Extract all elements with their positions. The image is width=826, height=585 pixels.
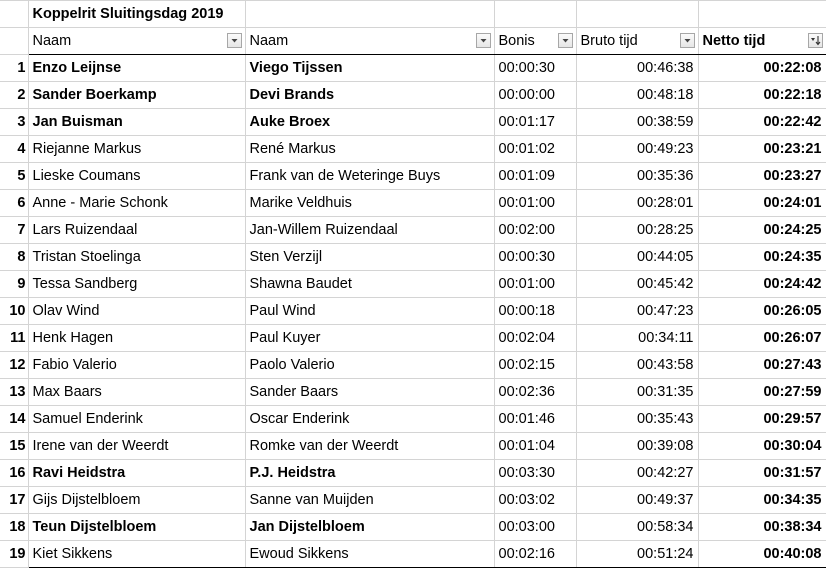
sheet-title[interactable]: Koppelrit Sluitingsdag 2019 xyxy=(28,1,245,28)
name-cell-2[interactable]: Jan-Willem Ruizendaal xyxy=(245,217,494,244)
netto-tijd-cell[interactable]: 00:22:18 xyxy=(698,82,826,109)
name-cell-1[interactable]: Riejanne Markus xyxy=(28,136,245,163)
rank-number: 1 xyxy=(0,55,28,82)
column-header-5[interactable] xyxy=(698,28,826,55)
name-cell-1[interactable]: Olav Wind xyxy=(28,298,245,325)
table-row xyxy=(0,82,826,109)
bonis-cell[interactable]: 00:03:30 xyxy=(494,460,576,487)
table-row xyxy=(0,433,826,460)
name-cell-2[interactable]: P.J. Heidstra xyxy=(245,460,494,487)
name-cell-2[interactable]: Paolo Valerio xyxy=(245,352,494,379)
table-row xyxy=(0,541,826,568)
empty-cell[interactable] xyxy=(494,1,576,28)
name-cell-1[interactable]: Irene van der Weerdt xyxy=(28,433,245,460)
bonis-cell[interactable]: 00:01:00 xyxy=(494,190,576,217)
table-row xyxy=(0,379,826,406)
name-cell-1[interactable]: Samuel Enderink xyxy=(28,406,245,433)
rank-number: 7 xyxy=(0,217,28,244)
bonis-cell[interactable]: 00:01:17 xyxy=(494,109,576,136)
name-cell-2[interactable]: Ewoud Sikkens xyxy=(245,541,494,568)
name-cell-2[interactable]: Paul Kuyer xyxy=(245,325,494,352)
table-row xyxy=(0,298,826,325)
name-cell-1[interactable]: Ravi Heidstra xyxy=(28,460,245,487)
name-cell-2[interactable]: Frank van de Weteringe Buys xyxy=(245,163,494,190)
dropdown-arrow-icon xyxy=(560,35,571,46)
name-cell-1[interactable]: Fabio Valerio xyxy=(28,352,245,379)
table-row xyxy=(0,514,826,541)
name-cell-2[interactable]: Paul Wind xyxy=(245,298,494,325)
column-header-label: Bonis xyxy=(498,33,535,49)
table-row xyxy=(0,136,826,163)
column-header-1[interactable] xyxy=(28,28,245,55)
column-header-3[interactable] xyxy=(494,28,576,55)
bonis-cell[interactable]: 00:01:46 xyxy=(494,406,576,433)
header-row xyxy=(0,28,826,55)
table-row xyxy=(0,271,826,298)
sort-ascending-icon xyxy=(810,35,821,46)
rank-number: 14 xyxy=(0,406,28,433)
bruto-tijd-cell[interactable]: 00:28:01 xyxy=(576,190,698,217)
netto-tijd-cell[interactable]: 00:24:01 xyxy=(698,190,826,217)
table-row xyxy=(0,190,826,217)
bonis-cell[interactable]: 00:02:15 xyxy=(494,352,576,379)
table-row xyxy=(0,325,826,352)
bruto-tijd-cell[interactable]: 00:35:36 xyxy=(576,163,698,190)
bruto-tijd-cell[interactable]: 00:58:34 xyxy=(576,514,698,541)
bruto-tijd-cell[interactable]: 00:38:59 xyxy=(576,109,698,136)
bonis-cell[interactable]: 00:02:04 xyxy=(494,325,576,352)
empty-cell[interactable] xyxy=(0,1,28,28)
column-header-label: Bruto tijd xyxy=(580,33,638,49)
bruto-tijd-cell[interactable]: 00:42:27 xyxy=(576,460,698,487)
bonis-cell[interactable]: 00:00:00 xyxy=(494,82,576,109)
name-cell-1[interactable]: Lieske Coumans xyxy=(28,163,245,190)
column-header-2[interactable] xyxy=(245,28,494,55)
netto-tijd-cell[interactable]: 00:26:07 xyxy=(698,325,826,352)
netto-tijd-cell[interactable]: 00:23:27 xyxy=(698,163,826,190)
netto-tijd-cell[interactable]: 00:34:35 xyxy=(698,487,826,514)
name-cell-1[interactable]: Tessa Sandberg xyxy=(28,271,245,298)
bonis-cell[interactable]: 00:02:16 xyxy=(494,541,576,568)
rank-number: 11 xyxy=(0,325,28,352)
rank-number: 5 xyxy=(0,163,28,190)
netto-tijd-cell[interactable]: 00:29:57 xyxy=(698,406,826,433)
netto-tijd-cell[interactable]: 00:24:25 xyxy=(698,217,826,244)
bruto-tijd-cell[interactable]: 00:49:23 xyxy=(576,136,698,163)
name-cell-2[interactable]: Viego Tijssen xyxy=(245,55,494,82)
bonis-cell[interactable]: 00:02:00 xyxy=(494,217,576,244)
bruto-tijd-cell[interactable]: 00:49:37 xyxy=(576,487,698,514)
netto-tijd-cell[interactable]: 00:24:35 xyxy=(698,244,826,271)
filter-dropdown-button[interactable] xyxy=(558,33,573,48)
empty-cell[interactable] xyxy=(0,28,28,55)
column-header-label: Naam xyxy=(32,33,72,49)
name-cell-1[interactable]: Teun Dijstelbloem xyxy=(28,514,245,541)
bruto-tijd-cell[interactable]: 00:31:35 xyxy=(576,379,698,406)
netto-tijd-cell[interactable]: 00:40:08 xyxy=(698,541,826,568)
netto-tijd-cell[interactable]: 00:23:21 xyxy=(698,136,826,163)
bruto-tijd-cell[interactable]: 00:46:38 xyxy=(576,55,698,82)
bruto-tijd-cell[interactable]: 00:43:58 xyxy=(576,352,698,379)
empty-cell[interactable] xyxy=(245,1,494,28)
name-cell-2[interactable]: Sten Verzijl xyxy=(245,244,494,271)
name-cell-1[interactable]: Max Baars xyxy=(28,379,245,406)
name-cell-2[interactable]: René Markus xyxy=(245,136,494,163)
name-cell-1[interactable]: Enzo Leijnse xyxy=(28,55,245,82)
name-cell-2[interactable]: Shawna Baudet xyxy=(245,271,494,298)
name-cell-1[interactable]: Henk Hagen xyxy=(28,325,245,352)
bruto-tijd-cell[interactable]: 00:44:05 xyxy=(576,244,698,271)
name-cell-1[interactable]: Kiet Sikkens xyxy=(28,541,245,568)
table-row xyxy=(0,163,826,190)
table-row xyxy=(0,352,826,379)
rank-number: 6 xyxy=(0,190,28,217)
table-row xyxy=(0,487,826,514)
bruto-tijd-cell[interactable]: 00:47:23 xyxy=(576,298,698,325)
bonis-cell[interactable]: 00:01:02 xyxy=(494,136,576,163)
rank-number: 2 xyxy=(0,82,28,109)
netto-tijd-cell[interactable]: 00:27:43 xyxy=(698,352,826,379)
table-row xyxy=(0,244,826,271)
name-cell-2[interactable]: Auke Broex xyxy=(245,109,494,136)
bonis-cell[interactable]: 00:01:04 xyxy=(494,433,576,460)
bonis-cell[interactable]: 00:00:18 xyxy=(494,298,576,325)
bonis-cell[interactable]: 00:02:36 xyxy=(494,379,576,406)
dropdown-arrow-icon xyxy=(682,35,693,46)
bruto-tijd-cell[interactable]: 00:28:25 xyxy=(576,217,698,244)
name-cell-2[interactable]: Devi Brands xyxy=(245,82,494,109)
netto-tijd-cell[interactable]: 00:30:04 xyxy=(698,433,826,460)
bruto-tijd-cell[interactable]: 00:35:43 xyxy=(576,406,698,433)
netto-tijd-cell[interactable]: 00:22:08 xyxy=(698,55,826,82)
name-cell-1[interactable]: Tristan Stoelinga xyxy=(28,244,245,271)
netto-tijd-cell[interactable]: 00:31:57 xyxy=(698,460,826,487)
filter-dropdown-button[interactable] xyxy=(227,33,242,48)
bonis-cell[interactable]: 00:00:30 xyxy=(494,55,576,82)
dropdown-arrow-icon xyxy=(478,35,489,46)
rank-number: 18 xyxy=(0,514,28,541)
bonis-cell[interactable]: 00:00:30 xyxy=(494,244,576,271)
table-row xyxy=(0,460,826,487)
bruto-tijd-cell[interactable]: 00:34:11 xyxy=(576,325,698,352)
name-cell-1[interactable]: Jan Buisman xyxy=(28,109,245,136)
column-header-4[interactable] xyxy=(576,28,698,55)
name-cell-2[interactable]: Sanne van Muijden xyxy=(245,487,494,514)
rank-number: 10 xyxy=(0,298,28,325)
rank-number: 15 xyxy=(0,433,28,460)
rank-number: 16 xyxy=(0,460,28,487)
sort-filter-button[interactable] xyxy=(808,33,823,48)
table-row xyxy=(0,109,826,136)
rank-number: 9 xyxy=(0,271,28,298)
rank-number: 17 xyxy=(0,487,28,514)
filter-dropdown-button[interactable] xyxy=(680,33,695,48)
name-cell-2[interactable]: Jan Dijstelbloem xyxy=(245,514,494,541)
rank-number: 3 xyxy=(0,109,28,136)
name-cell-2[interactable]: Oscar Enderink xyxy=(245,406,494,433)
rank-number: 13 xyxy=(0,379,28,406)
name-cell-1[interactable]: Gijs Dijstelbloem xyxy=(28,487,245,514)
table-row xyxy=(0,217,826,244)
bonis-cell[interactable]: 00:03:02 xyxy=(494,487,576,514)
name-cell-2[interactable]: Marike Veldhuis xyxy=(245,190,494,217)
rank-number: 8 xyxy=(0,244,28,271)
netto-tijd-cell[interactable]: 00:22:42 xyxy=(698,109,826,136)
table-row xyxy=(0,55,826,82)
title-row xyxy=(0,1,826,28)
table-row xyxy=(0,406,826,433)
rank-number: 19 xyxy=(0,541,28,568)
name-cell-1[interactable]: Sander Boerkamp xyxy=(28,82,245,109)
bonis-cell[interactable]: 00:01:00 xyxy=(494,271,576,298)
name-cell-2[interactable]: Romke van der Weerdt xyxy=(245,433,494,460)
bruto-tijd-cell[interactable]: 00:51:24 xyxy=(576,541,698,568)
empty-cell[interactable] xyxy=(698,1,826,28)
column-header-label: Netto tijd xyxy=(702,33,766,49)
empty-cell[interactable] xyxy=(576,1,698,28)
netto-tijd-cell[interactable]: 00:38:34 xyxy=(698,514,826,541)
bruto-tijd-cell[interactable]: 00:48:18 xyxy=(576,82,698,109)
bruto-tijd-cell[interactable]: 00:45:42 xyxy=(576,271,698,298)
dropdown-arrow-icon xyxy=(229,35,240,46)
bonis-cell[interactable]: 00:03:00 xyxy=(494,514,576,541)
name-cell-1[interactable]: Anne - Marie Schonk xyxy=(28,190,245,217)
netto-tijd-cell[interactable]: 00:24:42 xyxy=(698,271,826,298)
bruto-tijd-cell[interactable]: 00:39:08 xyxy=(576,433,698,460)
name-cell-1[interactable]: Lars Ruizendaal xyxy=(28,217,245,244)
netto-tijd-cell[interactable]: 00:27:59 xyxy=(698,379,826,406)
name-cell-2[interactable]: Sander Baars xyxy=(245,379,494,406)
bonis-cell[interactable]: 00:01:09 xyxy=(494,163,576,190)
netto-tijd-cell[interactable]: 00:26:05 xyxy=(698,298,826,325)
rank-number: 4 xyxy=(0,136,28,163)
rank-number: 12 xyxy=(0,352,28,379)
filter-dropdown-button[interactable] xyxy=(476,33,491,48)
column-header-label: Naam xyxy=(249,33,289,49)
